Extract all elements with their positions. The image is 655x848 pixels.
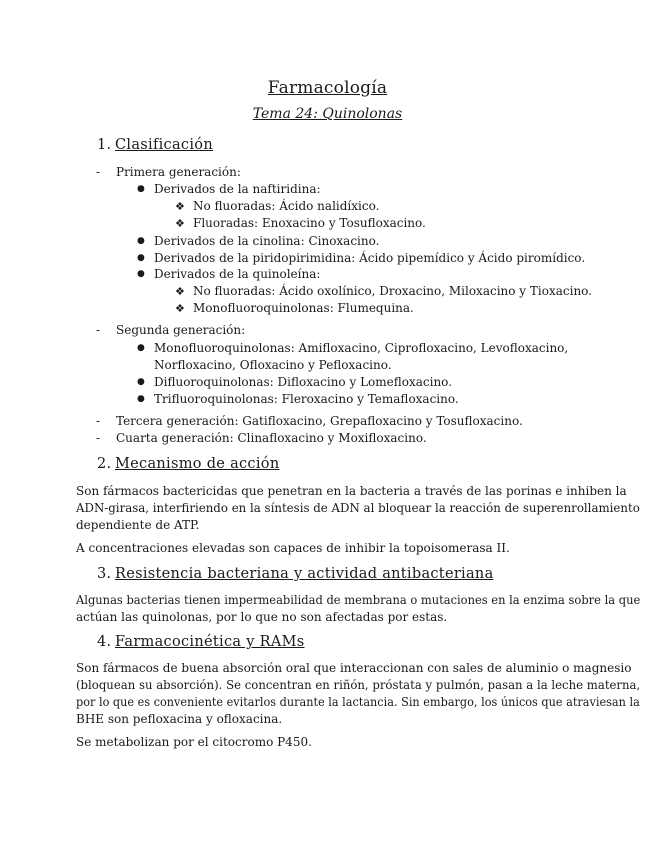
diamond-bullet-icon: ❖ xyxy=(175,302,185,315)
list-item: Derivados de la cinolina: Cinoxacino. xyxy=(154,234,380,248)
section-heading-mecanismo: 2. Mecanismo de acción xyxy=(97,456,280,472)
dot-bullet: ● xyxy=(137,343,145,353)
paragraph-line: BHE son pefloxacina y ofloxacina. xyxy=(76,712,283,726)
section-heading-resistencia: 3. Resistencia bacteriana y actividad antibacteriana xyxy=(97,566,494,582)
list-item: Derivados de la quinoleína: xyxy=(154,267,321,281)
document-subtitle: Tema 24: Quinolonas xyxy=(252,106,403,122)
list-item: Fluoradas: Enoxacino y Tosufloxacino. xyxy=(193,216,426,230)
list-item: No fluoradas: Ácido nalidíxico. xyxy=(193,199,380,213)
section-heading-farmacocinetica: 4. Farmacocinética y RAMs xyxy=(97,634,305,650)
paragraph-line: actúan las quinolonas, por lo que no son afectadas por estas. xyxy=(76,610,448,624)
list-item: Derivados de la naftiridina: xyxy=(154,182,321,196)
list-item: Norfloxacino, Ofloxacino y Pefloxacino. xyxy=(154,358,392,372)
paragraph-line: Son fármacos bactericidas que penetran en la bacteria a través de las porinas e inhiben la xyxy=(76,484,627,498)
list-item: Difluoroquinolonas: Difloxacino y Lomefloxacino. xyxy=(154,375,453,389)
paragraph-line: Algunas bacterias tienen impermeabilidad de membrana o mutaciones en la enzima sobre la que xyxy=(76,593,641,607)
list-item: Monofluoroquinolonas: Amifloxacino, Ciprofloxacino, Levofloxacino, xyxy=(154,341,569,355)
dot-bullet: ● xyxy=(137,236,145,246)
diamond-bullet-icon: ❖ xyxy=(175,285,185,298)
section-heading-clasificacion: 1. Clasificación xyxy=(97,137,213,153)
paragraph-line: A concentraciones elevadas son capaces de inhibir la topoisomerasa II. xyxy=(76,541,510,555)
list-item: Primera generación: xyxy=(116,165,241,179)
dash-bullet: - xyxy=(96,165,101,179)
list-item: Derivados de la piridopirimidina: Ácido pipemídico y Ácido piromídico. xyxy=(154,251,586,265)
dot-bullet: ● xyxy=(137,269,145,279)
paragraph-line: Son fármacos de buena absorción oral que interaccionan con sales de aluminio o magnesio xyxy=(76,661,632,675)
dash-bullet: - xyxy=(96,414,101,428)
list-item: Monofluoroquinolonas: Flumequina. xyxy=(193,301,414,315)
dot-bullet: ● xyxy=(137,394,145,404)
paragraph-line: por lo que es conveniente evitarlos durante la lactancia. Sin embargo, los únicos que atraviesan la xyxy=(76,695,640,709)
diamond-bullet-icon: ❖ xyxy=(175,217,185,230)
document-title: Farmacología xyxy=(267,78,388,98)
dash-bullet: - xyxy=(96,323,101,337)
list-item: Cuarta generación: Clinafloxacino y Moxifloxacino. xyxy=(116,431,427,445)
dot-bullet: ● xyxy=(137,253,145,263)
dot-bullet: ● xyxy=(137,377,145,387)
list-item: Segunda generación: xyxy=(116,323,246,337)
diamond-bullet-icon: ❖ xyxy=(175,200,185,213)
paragraph-line: ADN-girasa, interfiriendo en la síntesis de ADN al bloquear la reacción de superenrollamiento xyxy=(76,501,640,515)
paragraph-line: dependiente de ATP. xyxy=(76,518,200,532)
list-item: Trifluoroquinolonas: Fleroxacino y Temafloxacino. xyxy=(154,392,459,406)
dot-bullet: ● xyxy=(137,184,145,194)
paragraph-line: (bloquean su absorción). Se concentran en riñón, próstata y pulmón, pasan a la leche materna, xyxy=(76,678,641,692)
paragraph-line: Se metabolizan por el citocromo P450. xyxy=(76,735,312,749)
list-item: No fluoradas: Ácido oxolínico, Droxacino, Miloxacino y Tioxacino. xyxy=(193,284,592,298)
dash-bullet: - xyxy=(96,431,101,445)
list-item: Tercera generación: Gatifloxacino, Grepafloxacino y Tosufloxacino. xyxy=(116,414,523,428)
